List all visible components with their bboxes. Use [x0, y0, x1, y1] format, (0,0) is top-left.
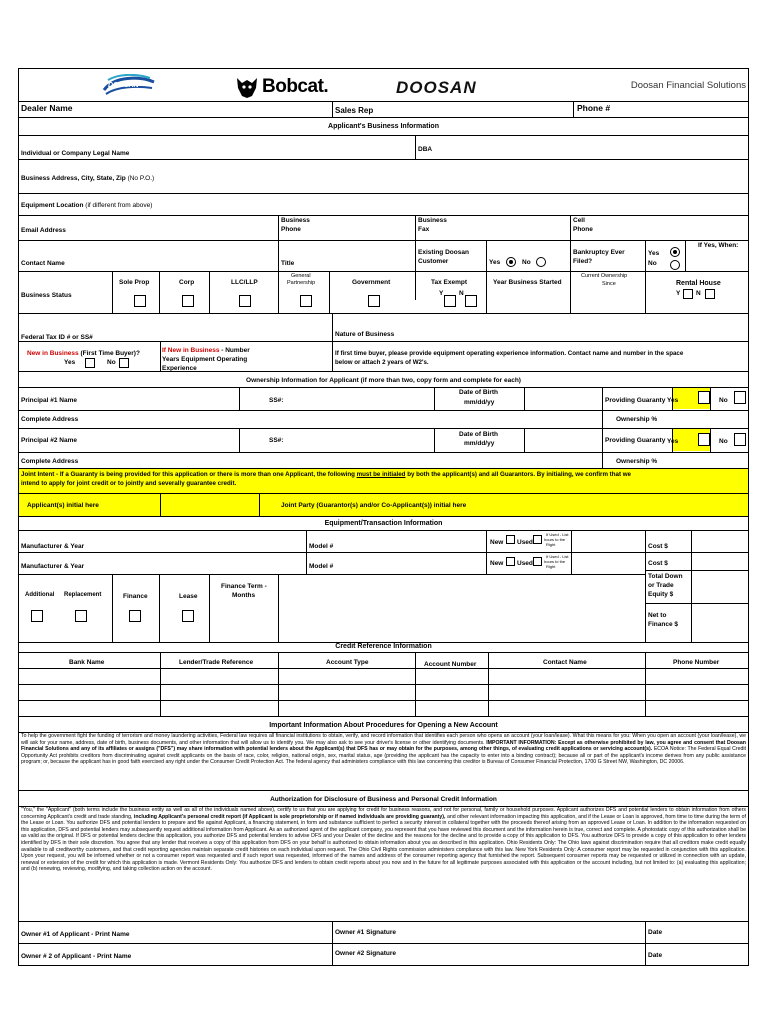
- existing-yes-radio[interactable]: [506, 257, 516, 267]
- owner2-date-label: Date: [648, 952, 663, 959]
- finance-term-label-2: Months: [232, 592, 256, 599]
- bank-name-header: Bank Name: [69, 659, 105, 666]
- used1-note-2: hours to the: [544, 537, 566, 542]
- business-fax-label-2: Fax: [418, 226, 430, 233]
- authorization-header: Authorization for Disclosure of Business and Personal Credit Information: [270, 796, 497, 803]
- cell-phone-label-2: Phone: [573, 226, 593, 233]
- first-time-note-1: If first time buyer, please provide equipment operating experience information. Contact name and number in the space: [335, 350, 684, 357]
- principal2-dob-label-2: mm/dd/yy: [464, 440, 495, 447]
- title-label: Title: [281, 260, 295, 267]
- tax-exempt-label: Tax Exempt: [431, 279, 468, 286]
- llc-label: LLC/LLP: [231, 279, 258, 286]
- principal2-yes-label: Yes: [667, 438, 679, 445]
- principal2-no-label: No: [719, 438, 728, 445]
- owner2-signature-label: Owner #2 Signature: [335, 950, 397, 957]
- used2-label: Used: [517, 560, 533, 567]
- dealer-name-label: Dealer Name: [21, 103, 73, 113]
- tax-exempt-y-label: Y: [439, 290, 444, 297]
- used1-note-3: Right: [546, 542, 556, 547]
- principal2-address-label: Complete Address: [21, 458, 79, 465]
- existing-customer-label-1: Existing Doosan: [418, 249, 469, 256]
- used2-checkbox[interactable]: [533, 557, 542, 566]
- phone-number-header: Phone Number: [673, 659, 720, 666]
- additional-label: Additional: [25, 592, 55, 598]
- applicant-initial-label[interactable]: Applicant(s) initial here: [27, 502, 99, 509]
- cell-phone-label-1: Cell: [573, 217, 585, 224]
- email-label: Email Address: [21, 227, 66, 234]
- used1-note-1: If Used - List: [546, 532, 569, 537]
- contact-name-header: Contact Name: [543, 659, 587, 666]
- finance-term-label-1: Finance Term -: [221, 583, 267, 590]
- principal1-dob-label-1: Date of Birth: [459, 389, 498, 396]
- used2-note-1: If Used - List: [546, 554, 569, 559]
- corp-label: Corp: [179, 279, 195, 286]
- business-phone-label-2: Phone: [281, 226, 301, 233]
- legal-name-label: Individual or Company Legal Name: [21, 150, 130, 157]
- replacement-label: Replacement: [64, 592, 102, 598]
- owner1-date-label: Date: [648, 929, 663, 936]
- first-time-note-2: below or attach 2 years of W2's.: [335, 359, 429, 366]
- principal1-address-label: Complete Address: [21, 416, 79, 423]
- phone-label: Phone #: [577, 103, 611, 113]
- government-checkbox[interactable]: [368, 295, 380, 307]
- general-partnership-checkbox[interactable]: [300, 295, 312, 307]
- finance-label: Finance: [123, 593, 148, 600]
- nature-of-business-label: Nature of Business: [335, 331, 395, 338]
- net-finance-label-2: Finance $: [648, 621, 678, 628]
- government-label: Government: [352, 279, 391, 286]
- new-yes-checkbox[interactable]: [85, 358, 95, 368]
- bobcat-logo-text: Bobcat.: [262, 76, 329, 97]
- new2-checkbox[interactable]: [506, 557, 515, 566]
- owner1-signature-label: Owner #1 Signature: [335, 929, 397, 936]
- equipment-header: Equipment/Transaction Information: [324, 520, 443, 527]
- bankruptcy-label-2: Filed?: [573, 258, 593, 265]
- existing-no-radio[interactable]: [536, 257, 546, 267]
- used1-label: Used: [517, 539, 533, 546]
- dba-label: DBA: [418, 146, 433, 153]
- principal2-yes-checkbox[interactable]: [698, 433, 710, 446]
- principal1-no-label: No: [719, 397, 728, 404]
- bankruptcy-yes-label: Yes: [648, 250, 660, 257]
- tax-exempt-y-checkbox[interactable]: [444, 295, 456, 307]
- ownership-header: Ownership Information for Applicant (if more than two, copy form and complete for each): [246, 377, 521, 384]
- bankruptcy-no-radio[interactable]: [670, 260, 680, 270]
- used1-checkbox[interactable]: [533, 535, 542, 544]
- general-partnership-label-2: Partnership: [287, 280, 316, 286]
- principal1-yes-checkbox[interactable]: [698, 391, 710, 404]
- principal1-ssn-label: SS#:: [269, 397, 284, 404]
- model2-label: Model #: [309, 563, 334, 570]
- llc-checkbox[interactable]: [239, 295, 251, 307]
- cost2-label: Cost $: [648, 560, 668, 567]
- owner1-print-label: Owner #1 of Applicant - Print Name: [21, 931, 130, 938]
- owner2-print-label: Owner # 2 of Applicant - Print Name: [21, 953, 132, 960]
- used2-note-3: Right: [546, 564, 556, 569]
- principal2-ownership-label: Ownership %: [616, 458, 658, 465]
- principal2-label: Principal #2 Name: [21, 437, 77, 444]
- principal1-yes-label: Yes: [667, 397, 679, 404]
- account-type-header: Account Type: [326, 659, 369, 666]
- net-finance-label-1: Net to: [648, 612, 667, 619]
- credit-ref-header: Credit Reference Information: [335, 643, 432, 650]
- rental-house-label: Rental House: [676, 280, 721, 287]
- new1-checkbox[interactable]: [506, 535, 515, 544]
- bankruptcy-no-label: No: [648, 260, 657, 267]
- sales-rep-label: Sales Rep: [335, 106, 374, 115]
- credit-application-form: [18, 68, 749, 966]
- additional-checkbox[interactable]: [31, 610, 43, 622]
- joint-intent-line-2: intend to apply for joint credit or to jointly and severally guarantee credit.: [21, 480, 237, 487]
- new-no-label: No: [107, 359, 116, 366]
- ownership-since-label-1: Current Ownership: [581, 273, 628, 279]
- principal1-label: Principal #1 Name: [21, 397, 77, 404]
- if-new-label-1: If New in Business - Number: [162, 347, 250, 354]
- account-number-header: Account Number: [424, 661, 477, 668]
- lease-label: Lease: [179, 593, 198, 600]
- authorization-text: "You," the "Applicant" (both terms include the business entity as well as all of the individuals named above), certify to us that you are applying for credit for business reasons, and not for personal, family or household purposes. Applicant authorizes DFS and potential lenders to obtain information from others concerning Applicant's credit and trade standing, including Applicant's personal credit report (if Applicant is sole proprietorship or if named individuals are providing guaranty), and other relevant information impacting this application, and if the Lease or Loan is approved, from time to time during the term of the Lease or Loan. You authorize DFS and potential lenders to prepare and file against Applicant, a financing statement, in form and substance sufficient to perfect a security interest in collateral together with the proceeds thereof arising from an approved Lease or Loan. In addition to the information requested on this application, DFS and potential lenders may subsequently request additional information from Applicant. As an authorized agent of the applicant company, you represent that you have reviewed this document and the information herein is true, correct and complete. A photostatic copy of this authorization shall be as valid as the original. If DFS or potential lenders decline this application, you authorize DFS and potential lenders to advise DFS and your Dealer of the decline and the reasons for the decline and to provide a copy of this application to DFS. You authorize DFS to provide a copy of this application to other lenders identified by DFS in their sole discretion. You agree that any lender that receives a copy of this application from DFS on your behalf is authorized to obtain information about you as described in this application. Ohio Residents Only: The Ohio laws against discrimination require that all creditors make credit equally available to all creditworthy customers, and that credit reporting agencies maintain separate credit histories on each individual upon request. The Ohio Civil Rights commission administers compliance with this law. New York Residents Only: A consumer report may be requested in conjunction with this application. Upon your request, you will be informed whether or not a consumer report was requested and if such report was requested, informed of the names and address of the consumer reporting agency that furnished the report. Subsequent consumer reports may be requested or utilized in connection with an update, renewal or extension of the credit for which this application is made. Vermont Residents Only: You authorize DFS and lenders to obtain credit reports about you now and in the future for all legitimate purposes associated with this application or the account including, but not limited to: (a) evaluating this application; and (b) renewing, reviewing, modifying, and taking collection action on the account.: [21, 807, 746, 873]
- important-header: Important Information About Procedures for Opening a New Account: [269, 722, 498, 729]
- new-yes-label: Yes: [64, 359, 76, 366]
- new2-label: New: [490, 560, 504, 567]
- new-in-business-label: New in Business (First Time Buyer)?: [27, 350, 140, 357]
- if-yes-when-label: If Yes, When:: [698, 242, 739, 249]
- principal2-dob-label-1: Date of Birth: [459, 431, 498, 438]
- business-status-label: Business Status: [21, 292, 72, 299]
- rental-y-checkbox[interactable]: [683, 289, 693, 299]
- sole-prop-label: Sole Prop: [119, 279, 150, 286]
- business-info-header: Applicant's Business Information: [328, 123, 439, 130]
- tax-exempt-n-checkbox[interactable]: [465, 295, 477, 307]
- existing-yes-label: Yes: [489, 259, 501, 266]
- manufacturer2-label: Manufacturer & Year: [21, 563, 85, 570]
- principal2-guaranty-label: Providing Guaranty: [605, 437, 666, 444]
- finance-checkbox[interactable]: [129, 610, 141, 622]
- sole-prop-checkbox[interactable]: [134, 295, 146, 307]
- new-no-checkbox[interactable]: [119, 358, 129, 368]
- existing-no-label: No: [522, 259, 531, 266]
- manufacturer1-label: Manufacturer & Year: [21, 543, 85, 550]
- lease-checkbox[interactable]: [182, 610, 194, 622]
- important-text: To help the government fight the funding of terrorism and money laundering activities, Federal law requires all financial institutions to obtain, verify, and record information that identifies each person who opens an account (your loan/lease). What this means for you: When you open an account (your loan/lease), we will ask for your name, address, date of birth, business documents, and other information that will allow us to identify you. We may also ask to see your driver's license or other identifying documents. IMPORTANT INFORMATION: Except as otherwise prohibited by law, you agree and consent that Doosan Financial Solutions and any of its affiliates or assigns ("DFS") may share information with potential lenders about the Applicant(s) that DFS has or may obtain for the purposes, among other things, of evaluating credit applications or servicing account(s). ECOA Notice: The Federal Equal Credit Opportunity Act prohibits creditors from discriminating against credit applicants on the basis of race, color, religion, national origin, sex, marital status, age (providing the applicant has the capacity to enter into a binding contract); because all or part of the applicant's income derives from any public assistance program; or, because the applicant has in good faith exercised any right under the Consumer Credit Protection Act. The federal agency that administers compliance with this law concerning this creditor is Bureau of Consumer Financial Protection, 1700 G Street NW, Washington, DC 20006.: [21, 733, 746, 766]
- principal1-dob-label-2: mm/dd/yy: [464, 399, 495, 406]
- equipment-location-label: Equipment Location (if different from above): [21, 202, 153, 209]
- contact-name-label: Contact Name: [21, 260, 65, 267]
- year-started-label: Year Business Started: [493, 279, 562, 286]
- principal1-ownership-label: Ownership %: [616, 416, 658, 423]
- if-new-label-2: Years Equipment Operating: [162, 356, 248, 363]
- replacement-checkbox[interactable]: [75, 610, 87, 622]
- model1-label: Model #: [309, 543, 334, 550]
- bankruptcy-label-1: Bankruptcy Ever: [573, 249, 625, 256]
- if-new-label-3: Experience: [162, 365, 197, 372]
- brand-right: Doosan Financial Solutions: [630, 80, 746, 91]
- business-fax-label-1: Business: [418, 217, 447, 224]
- principal2-ssn-label: SS#:: [269, 437, 284, 444]
- cost1-label: Cost $: [648, 543, 668, 550]
- new1-label: New: [490, 539, 504, 546]
- total-down-label-2: or Trade: [648, 582, 674, 589]
- bankruptcy-yes-radio[interactable]: [670, 247, 680, 257]
- doosan-logo-small-text: DOOSAN: [108, 82, 139, 89]
- fed-tax-label: Federal Tax ID # or SS#: [21, 334, 93, 341]
- doosan-logo-large-text: DOOSAN: [396, 78, 477, 97]
- rental-n-checkbox[interactable]: [705, 289, 715, 299]
- used2-note-2: hours to the: [544, 559, 566, 564]
- existing-customer-label-2: Customer: [418, 258, 449, 265]
- joint-intent-line-1: Joint Intent - If a Guaranty is being provided for this application or there is more than one Applicant, the following must be initialed by both the applicant(s) and all Guarantors. By initialing, we confirm that we: [21, 471, 631, 478]
- general-partnership-label-1: General: [291, 273, 311, 279]
- tax-exempt-n-label: N: [459, 290, 464, 297]
- joint-initial-label[interactable]: Joint Party (Guarantor(s) and/or Co-Applicant(s)) initial here: [281, 502, 467, 509]
- rental-n-label: N: [696, 290, 701, 297]
- business-phone-label-1: Business: [281, 217, 310, 224]
- total-down-label-1: Total Down: [648, 573, 683, 580]
- corp-checkbox[interactable]: [182, 295, 194, 307]
- business-address-label: Business Address, City, State, Zip (No P.O.): [21, 175, 155, 182]
- lender-ref-header: Lender/Trade Reference: [179, 659, 254, 666]
- principal1-no-checkbox[interactable]: [734, 391, 746, 404]
- ownership-since-label-2: Since: [602, 281, 616, 287]
- total-down-label-3: Equity $: [648, 591, 674, 598]
- rental-y-label: Y: [676, 290, 681, 297]
- principal1-guaranty-label: Providing Guaranty: [605, 397, 666, 404]
- principal2-no-checkbox[interactable]: [734, 433, 746, 446]
